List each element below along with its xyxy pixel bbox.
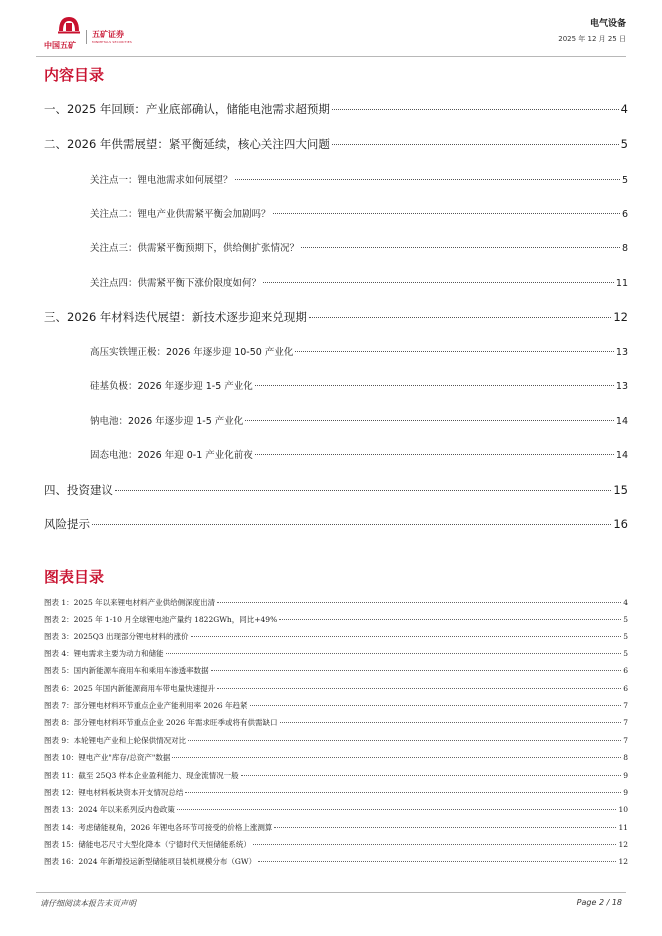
toc-entry-text: 关注点一：锂电池需求如何展望？ [90, 175, 233, 186]
toc-entry-page: 16 [613, 517, 628, 531]
dot-leader [92, 524, 611, 525]
page-number: Page 2 / 18 [576, 898, 622, 907]
logo-securities-name: 五矿证券 [92, 30, 124, 39]
toc-entry-page: 8 [621, 243, 628, 254]
dot-leader [217, 602, 621, 603]
toc-entry-page: 5 [621, 175, 628, 186]
toc-entry-text: 高压实铁锂正极：2026 年逐步迎 10-50 产业化 [90, 347, 294, 358]
toc-entry-text: 关注点三：供需紧平衡预期下，供给侧扩张情况？ [90, 243, 300, 254]
figure-entry-page: 9 [623, 788, 628, 797]
figure-entry[interactable] [44, 597, 628, 608]
figure-entry-text: 图表 12：锂电材料板块资本开支情况总结 [44, 788, 184, 797]
dot-leader [177, 809, 617, 810]
dot-leader [295, 351, 614, 352]
toc-entry-page: 14 [615, 416, 628, 427]
dot-leader [258, 861, 616, 862]
dot-leader [255, 385, 614, 386]
figure-entry-text: 图表 10：锂电产业"库存/总资产"数据 [44, 753, 171, 762]
toc-entry[interactable] [44, 482, 628, 498]
figure-entry[interactable] [44, 822, 628, 833]
figure-entry[interactable] [44, 700, 628, 711]
toc-entry[interactable] [90, 172, 628, 186]
figure-entry-page: 9 [623, 771, 628, 780]
toc-entry-page: 12 [613, 310, 628, 324]
figure-entry-text: 图表 15：储能电芯尺寸大型化降本（宁德时代天恒储能系统） [44, 840, 251, 849]
figure-entry[interactable] [44, 804, 628, 815]
toc-entry-text: 风险提示 [44, 517, 90, 531]
figure-entry-page: 10 [618, 805, 628, 814]
toc-entry-text: 二、2026 年供需展望：紧平衡延续，核心关注四大问题 [44, 137, 330, 151]
figure-entry-text: 图表 6：2025 年国内新能源商用车带电量快速提升 [44, 684, 216, 693]
figure-entry[interactable] [44, 735, 628, 746]
report-sector: 电气设备 [589, 19, 626, 29]
figure-entry[interactable] [44, 717, 628, 728]
dot-leader [245, 420, 614, 421]
figure-entry-page: 12 [618, 840, 628, 849]
figure-entry[interactable] [44, 648, 628, 659]
dot-leader [217, 688, 621, 689]
dot-leader [274, 827, 616, 828]
dot-leader [273, 213, 620, 214]
page-header [0, 0, 662, 60]
figure-entry-text: 图表 7：部分锂电材料环节重点企业产能利用率 2026 年趋紧 [44, 701, 248, 710]
figure-entry[interactable] [44, 770, 628, 781]
dot-leader [255, 454, 614, 455]
toc-entry[interactable] [44, 136, 628, 152]
dot-leader [253, 844, 617, 845]
footer-disclaimer: 请仔细阅读本报告末页声明 [40, 899, 136, 908]
toc-entry-page: 14 [615, 450, 628, 461]
figure-entry-page: 5 [623, 649, 628, 658]
toc-entry[interactable] [90, 240, 628, 254]
dot-leader [309, 317, 611, 318]
toc-entry[interactable] [44, 309, 628, 325]
figure-entry-text: 图表 11：截至 25Q3 样本企业盈利能力、现金流情况一般 [44, 771, 239, 780]
figure-entry-page: 7 [623, 701, 628, 710]
figure-entry[interactable] [44, 665, 628, 676]
figure-entry-text: 图表 16：2024 年新增投运新型储能项目装机规模分布（GW） [44, 857, 257, 866]
logo-securities-english: MINMETALS SECURITIES [92, 40, 132, 44]
figure-entry-page: 4 [623, 598, 628, 607]
figure-list-title: 图表目录 [44, 568, 105, 586]
toc-entry[interactable] [90, 378, 628, 392]
figure-entry[interactable] [44, 752, 628, 763]
dot-leader [185, 792, 621, 793]
toc-entry[interactable] [44, 516, 628, 532]
minmetals-logo-icon [58, 14, 80, 34]
figure-entry[interactable] [44, 787, 628, 798]
figure-entry-page: 5 [623, 615, 628, 624]
dot-leader [115, 490, 611, 491]
dot-leader [211, 670, 622, 671]
dot-leader [241, 775, 622, 776]
toc-entry-page: 15 [613, 483, 628, 497]
figure-entry[interactable] [44, 683, 628, 694]
dot-leader [172, 757, 621, 758]
toc-entry[interactable] [44, 101, 628, 117]
toc-entry-page: 13 [615, 381, 628, 392]
toc-entry-text: 硅基负极：2026 年逐步迎 1-5 产业化 [90, 381, 253, 392]
figure-entry-text: 图表 9：本轮锂电产业和上轮保供情况对比 [44, 736, 187, 745]
dot-leader [250, 705, 622, 706]
figure-entry-page: 6 [623, 666, 628, 675]
figure-entry-text: 图表 13：2024 年以来系列反内卷政策 [44, 805, 175, 814]
toc-entry-text: 钠电池：2026 年逐步迎 1-5 产业化 [90, 416, 244, 427]
figure-entry-text: 图表 1：2025 年以来锂电材料产业供给侧深度出清 [44, 598, 216, 607]
toc-entry-page: 5 [620, 137, 628, 151]
toc-entry-text: 一、2025 年回顾：产业底部确认，储能电池需求超预期 [44, 102, 330, 116]
figure-entry-page: 6 [623, 684, 628, 693]
header-divider [36, 56, 626, 57]
toc-entry-text: 三、2026 年材料迭代展望：新技术逐步迎来兑现期 [44, 310, 307, 324]
figure-entry-text: 图表 4：锂电需求主要为动力和储能 [44, 649, 164, 658]
dot-leader [191, 636, 622, 637]
figure-entry-page: 12 [618, 857, 628, 866]
toc-entry-text: 关注点二：锂电产业供需紧平衡会加剧吗？ [90, 209, 271, 220]
report-date: 2025 年 12 月 25 日 [558, 35, 626, 43]
toc-entry-page: 6 [621, 209, 628, 220]
figure-entry-text: 图表 2：2025 年 1-10 月全球锂电池产量约 1822GWh，同比+49% [44, 615, 278, 624]
figure-entry[interactable] [44, 856, 628, 867]
toc-entry[interactable] [90, 206, 628, 220]
dot-leader [263, 282, 614, 283]
figure-entry[interactable] [44, 631, 628, 642]
dot-leader [332, 109, 619, 110]
dot-leader [166, 653, 622, 654]
figure-entry-text: 图表 8：部分锂电材料环节重点企业 2026 年需求旺季或将有供需缺口 [44, 718, 278, 727]
toc-entry[interactable] [90, 413, 628, 427]
figure-entry-page: 7 [623, 718, 628, 727]
dot-leader [188, 740, 621, 741]
toc-entry-page: 4 [620, 102, 628, 116]
figure-entry[interactable] [44, 839, 628, 850]
figure-entry[interactable] [44, 614, 628, 625]
logo-divider [86, 30, 87, 44]
figure-entry-text: 图表 5：国内新能源车商用车和乘用车渗透率数据 [44, 666, 209, 675]
toc-entry-page: 11 [615, 278, 628, 289]
figure-entry-page: 7 [623, 736, 628, 745]
dot-leader [279, 619, 621, 620]
toc-entry[interactable] [90, 275, 628, 289]
toc-entry[interactable] [90, 344, 628, 358]
figure-entry-page: 5 [623, 632, 628, 641]
figure-entry-page: 8 [623, 753, 628, 762]
footer-divider [36, 892, 626, 893]
dot-leader [235, 179, 620, 180]
figure-entry-text: 图表 3：2025Q3 出现部分锂电材料的涨价 [44, 632, 189, 641]
toc-entry-text: 四、投资建议 [44, 483, 113, 497]
dot-leader [332, 144, 619, 145]
logo-company-name: 中国五矿 [44, 41, 76, 50]
toc-title: 内容目录 [44, 66, 105, 84]
toc-entry-text: 固态电池：2026 年迎 0-1 产业化前夜 [90, 450, 253, 461]
toc-entry[interactable] [90, 447, 628, 461]
toc-entry-text: 关注点四：供需紧平衡下涨价限度如何？ [90, 278, 262, 289]
figure-entry-page: 11 [618, 823, 628, 832]
figure-entry-text: 图表 14：考虑储能视角，2026 年锂电各环节可接受的价格上涨测算 [44, 823, 273, 832]
toc-entry-page: 13 [615, 347, 628, 358]
dot-leader [301, 247, 620, 248]
dot-leader [280, 722, 622, 723]
